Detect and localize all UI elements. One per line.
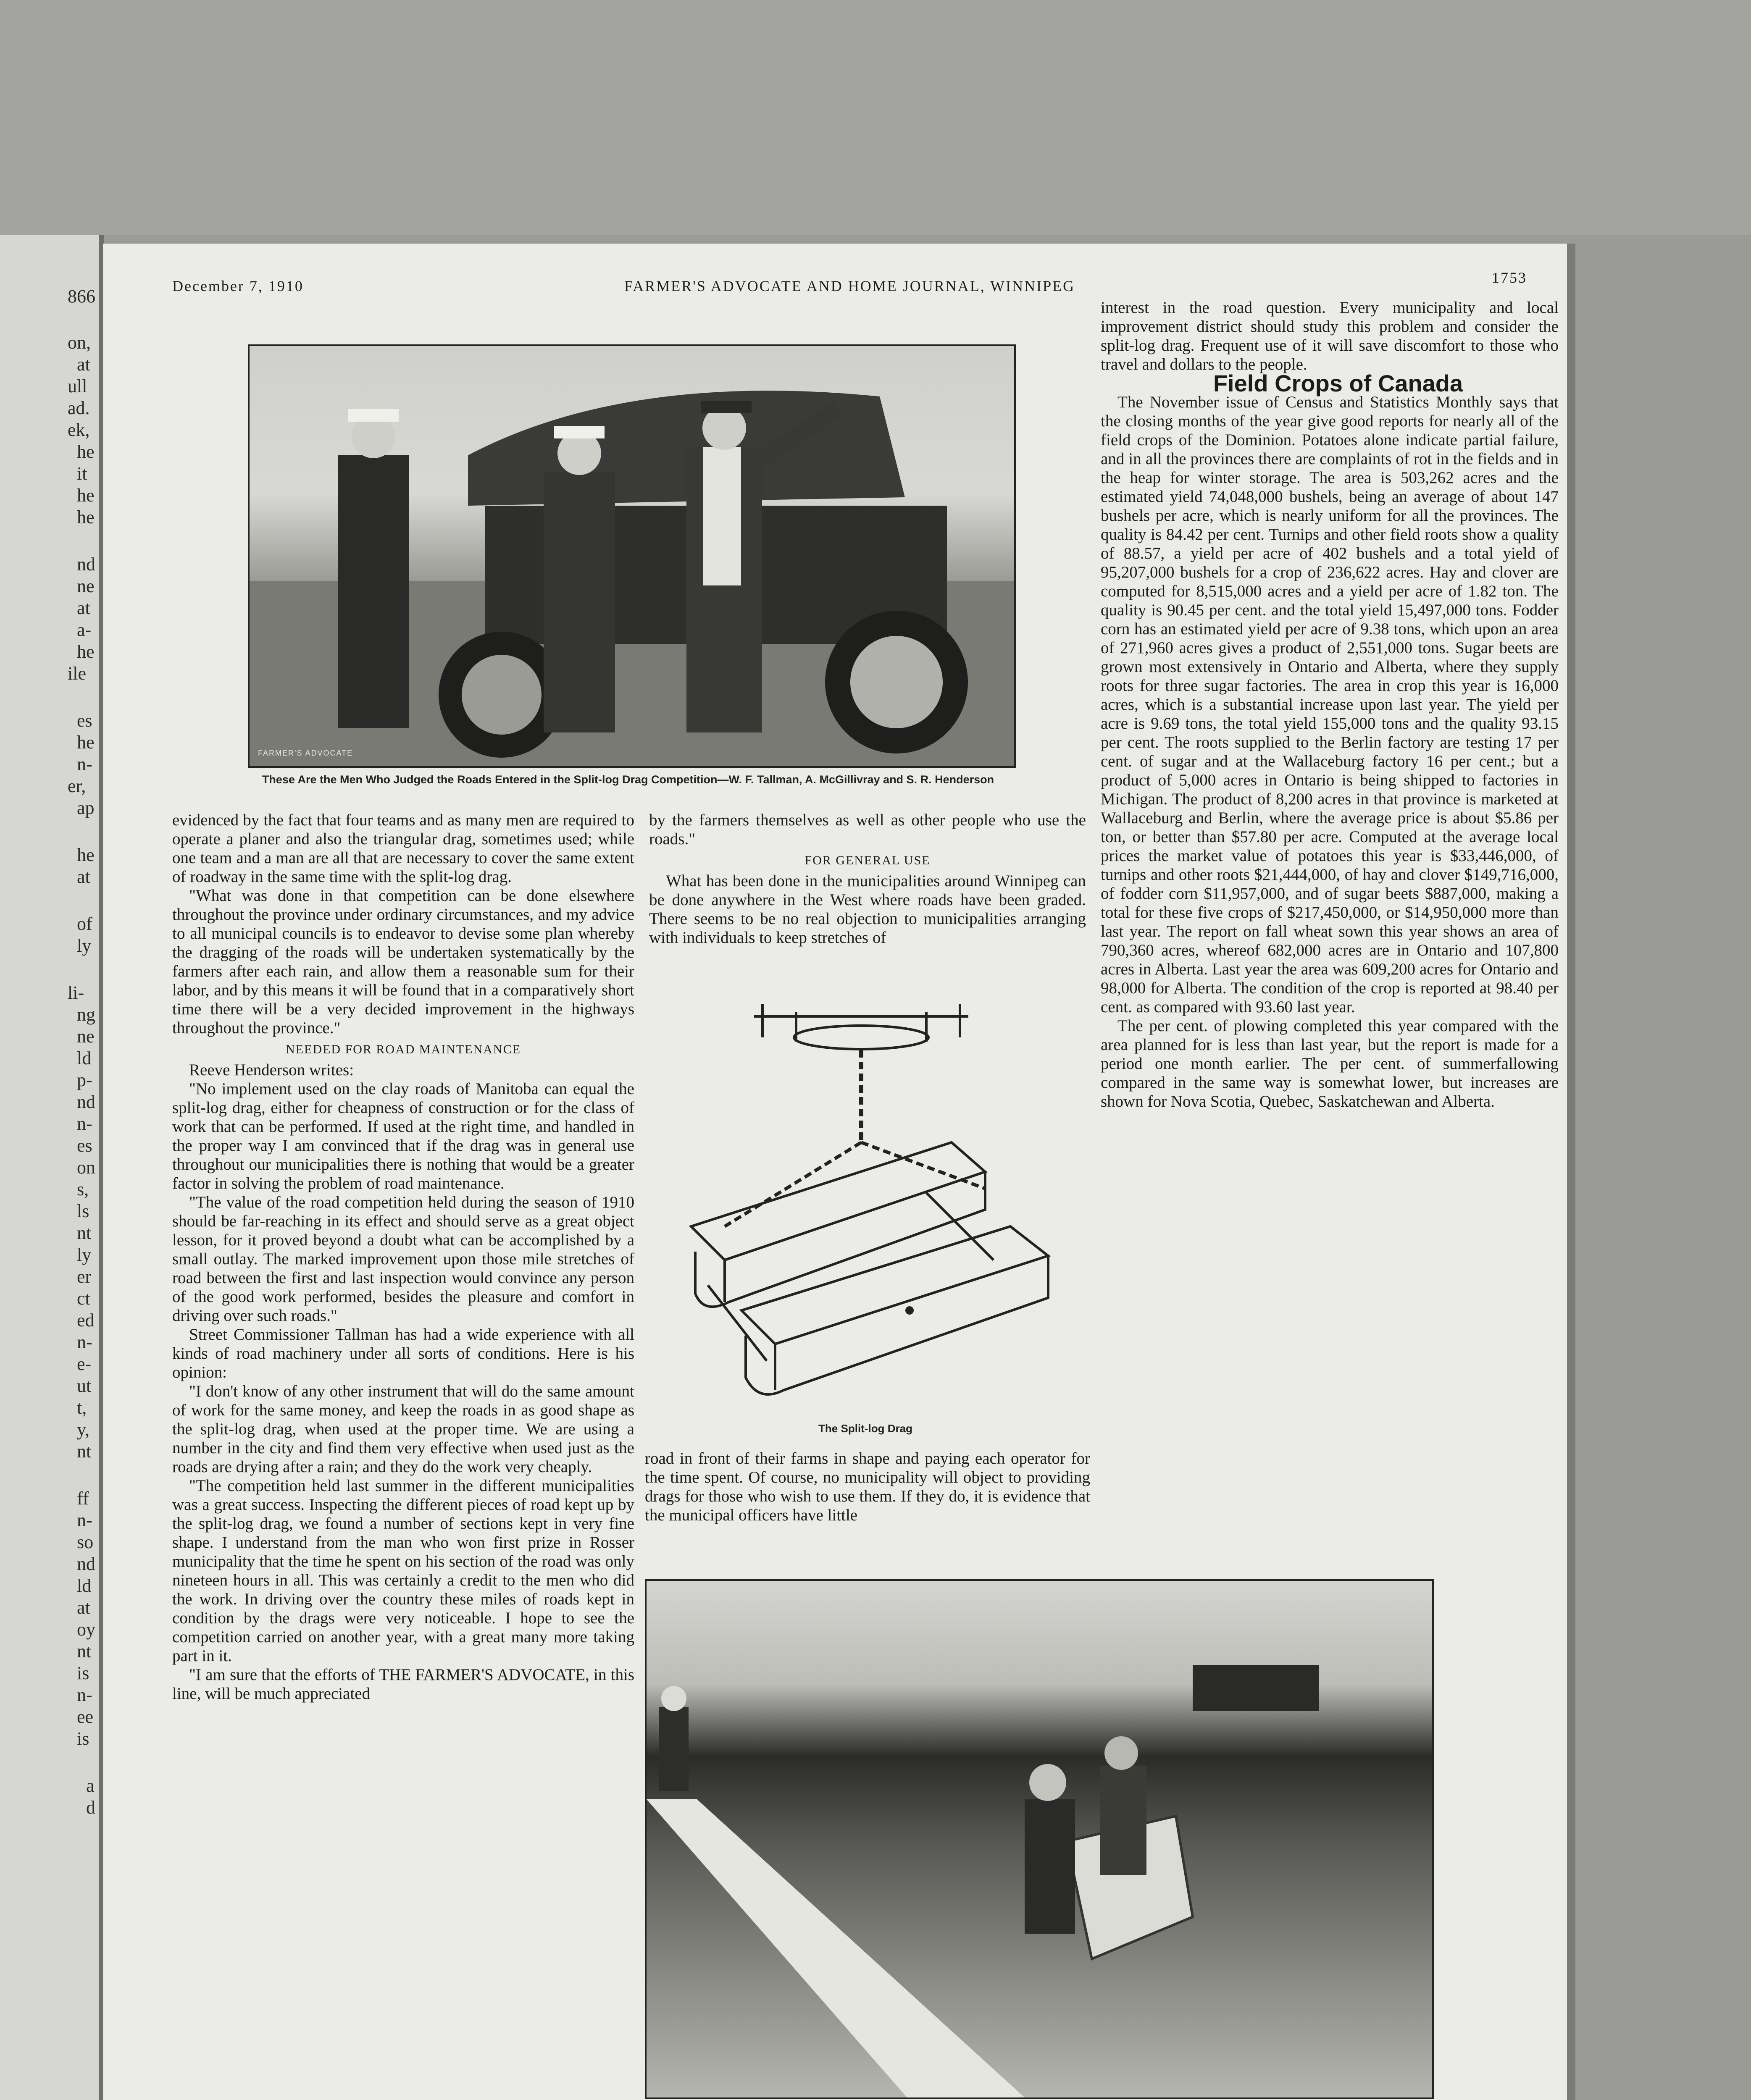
adjacent-page-text-fragment: ld (77, 1048, 92, 1068)
adjacent-page-text-fragment: ee (77, 1706, 94, 1727)
adjacent-page-text-fragment: ed (77, 1310, 95, 1331)
adjacent-page-text-fragment: er, (68, 776, 86, 796)
article-title: Field Crops of Canada (1213, 370, 1463, 396)
adjacent-page-text-fragment: is (77, 1728, 89, 1749)
judges-photo-caption: These Are the Men Who Judged the Roads Entered in the Split-log Drag Competition—W. F. Tallman, A. McGillivray and S. R. Henderson (262, 773, 994, 786)
adjacent-page-text-fragment: he (77, 845, 95, 865)
scan-background-top (0, 0, 1751, 235)
adjacent-page-text-fragment: he (77, 507, 95, 528)
section-subhead: FOR GENERAL USE (805, 853, 931, 867)
adjacent-page-text-fragment: of (77, 914, 92, 934)
judges-photo (248, 344, 1016, 768)
adjacent-page-text-fragment: he (77, 732, 95, 753)
adjacent-page-text-fragment: es (77, 710, 92, 731)
adjacent-page-text-fragment: nd (77, 554, 95, 575)
culvert-photo (645, 1579, 1434, 2099)
adjacent-page-text-fragment: at (77, 866, 90, 887)
adjacent-page-text-fragment: nt (77, 1223, 92, 1243)
adjacent-page-text-fragment: he (77, 485, 95, 506)
adjacent-page-text-fragment: ut (77, 1376, 92, 1396)
paragraph: by the farmers themselves as well as other people who use the roads." (649, 811, 1086, 848)
adjacent-page-text-fragment: on, (68, 332, 91, 353)
adjacent-page-text-fragment: n- (77, 1332, 92, 1352)
adjacent-page-text-fragment: d (86, 1797, 95, 1818)
adjacent-page-text-fragment: he (77, 441, 95, 462)
adjacent-page-text-fragment: es (77, 1135, 92, 1156)
adjacent-page-text-fragment: at (77, 598, 90, 618)
paragraph: interest in the road question. Every municipality and local improvement district should study this problem and consider the split-log drag. Frequent use of it will save discomfort to those who travel and dollars to the people. (1101, 299, 1559, 373)
paragraph: "I don't know of any other instrument that will do the same amount of work for the same money, and keep the roads in as good shape as the split-log drag, when used at the proper time. We are using a number in the city and find them very effective when used just as the roads are drying after a rain; and they do the work very cheaply. (172, 1382, 634, 1476)
adjacent-page-text-fragment: n- (77, 1510, 92, 1530)
split-log-drag-diagram (657, 991, 1073, 1415)
adjacent-page-text-fragment: ff (77, 1488, 89, 1509)
adjacent-page-text-fragment: ct (77, 1288, 90, 1309)
adjacent-page-text-fragment: it (77, 463, 87, 484)
issue-date: December 7, 1910 (172, 278, 304, 294)
adjacent-page-text-fragment: n- (77, 1113, 92, 1134)
adjacent-page-text-fragment: ad. (68, 398, 90, 418)
paragraph: evidenced by the fact that four teams and as many men are required to operate a planer and also the triangular drag, sometimes used; while one team and a man are all that are necessary to cover the same extent of roadway in the same time with the split-log drag. (172, 811, 634, 886)
article-column-3 (1101, 298, 1559, 1111)
adjacent-page-text-fragment: y, (77, 1419, 90, 1440)
adjacent-page-text-fragment: n- (77, 754, 92, 774)
photo-credit: FARMER'S ADVOCATE (258, 749, 353, 757)
adjacent-page-text-fragment: he (77, 641, 95, 662)
paragraph: Street Commissioner Tallman has had a wide experience with all kinds of road machinery under all sorts of conditions. Here is his opinion: (172, 1326, 634, 1381)
paragraph: "No implement used on the clay roads of Manitoba can equal the split-log drag, either for cheapness of construction or for the class of work that can be performed. If used at the right time, and handled in the proper way I am convinced that if the drag was in general use throughout our municipalities there is nothing that would be a greater factor in solving the problem of road maintenance. (172, 1080, 634, 1192)
newspaper-page (103, 244, 1567, 2100)
article-column-1 (172, 811, 634, 1703)
paragraph: "I am sure that the efforts of THE FARMER'S ADVOCATE, in this line, will be much appreciated (172, 1666, 634, 1703)
page-number: 1753 (1492, 269, 1527, 286)
adjacent-page-text-fragment: nd (77, 1092, 95, 1112)
adjacent-page-text-fragment: is (77, 1663, 89, 1683)
adjacent-page-text-fragment: nd (77, 1554, 95, 1574)
paragraph: "The value of the road competition held during the season of 1910 should be far-reaching in its effect and should serve as a great object lesson, for it proved beyond a doubt what can be accomplished by a small outlay. The marked improvement upon those mile stretches of road between the first and last inspection would convince any person of the good work performed, besides the pleasure and comfort in driving over such roads." (172, 1193, 634, 1325)
paragraph: Reeve Henderson writes: (189, 1061, 354, 1079)
adjacent-page-text-fragment: ne (77, 1026, 95, 1047)
adjacent-page-text-fragment: ek, (68, 420, 90, 440)
paragraph: "The competition held last summer in the different municipalities was a great success. Inspecting the different pieces of road kept up by the split-log drag, we found a number of sections kept in very fine shape. I understand from the man who won first prize in Rosser municipality that the time he spent on his section of the road was only nineteen hours in all. This was certainly a credit to the men who did the work. In driving over the country these miles of roads kept in condition by the drags were very noticeable. I hope to see the competition carried on another year, with a great many more taking part in it. (172, 1477, 634, 1665)
diagram-caption: The Split-log Drag (818, 1422, 912, 1435)
adjacent-page-text-fragment: ls (77, 1201, 89, 1221)
adjacent-page-text-fragment: e- (77, 1354, 92, 1374)
adjacent-page-text-fragment: ld (77, 1575, 92, 1596)
section-subhead: NEEDED FOR ROAD MAINTENANCE (286, 1042, 521, 1056)
adjacent-page-text-fragment: s, (77, 1179, 89, 1200)
adjacent-page-text-fragment: ap (77, 798, 95, 818)
paragraph: What has been done in the municipalities around Winnipeg can be done anywhere in the West where roads have been graded. There seems to be no real objection to municipalities arranging with individuals to keep stretches of (649, 872, 1086, 947)
paragraph: "What was done in that competition can be done elsewhere throughout the province under ordinary circumstances, and my advice to all municipal councils is to endeavor to devise some plan whereby the dragging of the roads will be undertaken systematically by the farmers after each rain, and allow them a reasonable sum for their labor, and by this means it will be found that in a comparatively short time there will be a very decided improvement in the highways throughout the province." (172, 887, 634, 1037)
adjacent-page-text-fragment: n- (77, 1685, 92, 1705)
adjacent-page-text-fragment: a- (77, 620, 92, 640)
adjacent-page-text-fragment: nt (77, 1441, 92, 1462)
adjacent-page-text-fragment: ile (68, 663, 86, 684)
adjacent-page-text-fragment: so (77, 1532, 94, 1552)
adjacent-page-text-fragment: on (77, 1157, 95, 1178)
paragraph: The November issue of Census and Statistics Monthly says that the closing months of the year give good reports for nearly all of the field crops of the Dominion. Potatoes alone indicate partial failure, and in all the provinces there are complaints of rot in the fields and in the heap for winter storage. The area is 503,262 acres and the estimated yield 74,048,000 bushels, being an average of about 147 bushels per acre, which is nearly uniform for all the provinces. The quality is 84.42 per cent. Turnips and other field roots show a quality of 88.57, a yield per acre of 402 bushels and a total yield of 95,207,000 bushels for a crop of 236,622 acres. Hay and clover are computed for 8,515,000 acres and a yield per acre of 1.82 ton. The quality is 90.45 per cent. and the total yield 15,497,000 tons. Fodder corn has an estimated yield per acre of 9.38 tons, which upon an area of 271,960 acres gives a product of 2,551,000 tons. Sugar beets are grown most extensively in Ontario and Alberta, where they supply roots for three sugar factories. The area in crop this year is 16,000 acres, which is a substantial increase upon last year. The yield per acre is 9.69 tons, the total yield 155,000 tons and the quality 93.15 per cent. The roots supplied to the Berlin factory are testing 17 per cent. of sugar and at the Wallaceburg factory 16 per cent.; but a product of 5,000 acres in Ontario is being shipped to factories in Michigan. The product of 8,200 acres in that province is marketed at Wallaceburg and Berlin, where the average price is about $5.86 per ton, or better than $57.80 per acre. Computed at the average local prices the market value of potatoes this year is $33,446,000, of turnips and other roots $21,444,000, of hay and clover $149,716,000, of fodder corn $11,957,000, and of sugar beets $887,000, making a total for these five crops of $217,450,000, or $14,950,000 more than last year. The report on fall wheat sown this year shows an area of 790,360 acres, whereof 682,000 acres are in Ontario and 107,800 acres in Alberta. Last year the area was 609,200 acres for Ontario and 98,000 for Alberta. The condition of the crop is reported at 98.40 per cent. as compared with 93.60 last year. (1101, 393, 1559, 1016)
adjacent-page-text-fragment: at (77, 354, 90, 375)
adjacent-page-fragment (0, 235, 103, 2100)
article-column-2 (649, 811, 1086, 947)
adjacent-page-text-fragment: nt (77, 1641, 92, 1662)
adjacent-page-text-fragment: a (86, 1775, 95, 1796)
adjacent-page-text-fragment: ly (77, 935, 92, 956)
adjacent-page-text-fragment: 866 (68, 286, 95, 307)
adjacent-page-text-fragment: oy (77, 1619, 95, 1640)
adjacent-page-text-fragment: at (77, 1597, 90, 1618)
adjacent-page-text-fragment: ng (77, 1004, 95, 1025)
adjacent-page-text-fragment: li- (68, 982, 84, 1003)
masthead: FARMER'S ADVOCATE AND HOME JOURNAL, WINNIPEG (624, 278, 1075, 294)
adjacent-page-text-fragment: ly (77, 1244, 92, 1265)
adjacent-page-text-fragment: t, (77, 1397, 87, 1418)
adjacent-page-text-fragment: ull (68, 376, 87, 396)
page-edge-shadow (1567, 244, 1575, 2100)
paragraph: The per cent. of plowing completed this year compared with the area planned for is less than last year, but the report is made for a period one month earlier. The per cent. of summerfallowing compared in the same way is somewhat lower, but increases are shown for Nova Scotia, Quebec, Saskatchewan and Alberta. (1101, 1017, 1559, 1110)
adjacent-page-text-fragment: ne (77, 576, 95, 596)
adjacent-page-text-fragment: er (77, 1266, 92, 1287)
article-column-2-continued (645, 1449, 1090, 1525)
paragraph: road in front of their farms in shape and paying each operator for the time spent. Of course, no municipality will object to providing drags for those who wish to use them. If they do, it is evidence that the municipal officers have little (645, 1449, 1090, 1524)
adjacent-page-text-fragment: p- (77, 1070, 92, 1090)
